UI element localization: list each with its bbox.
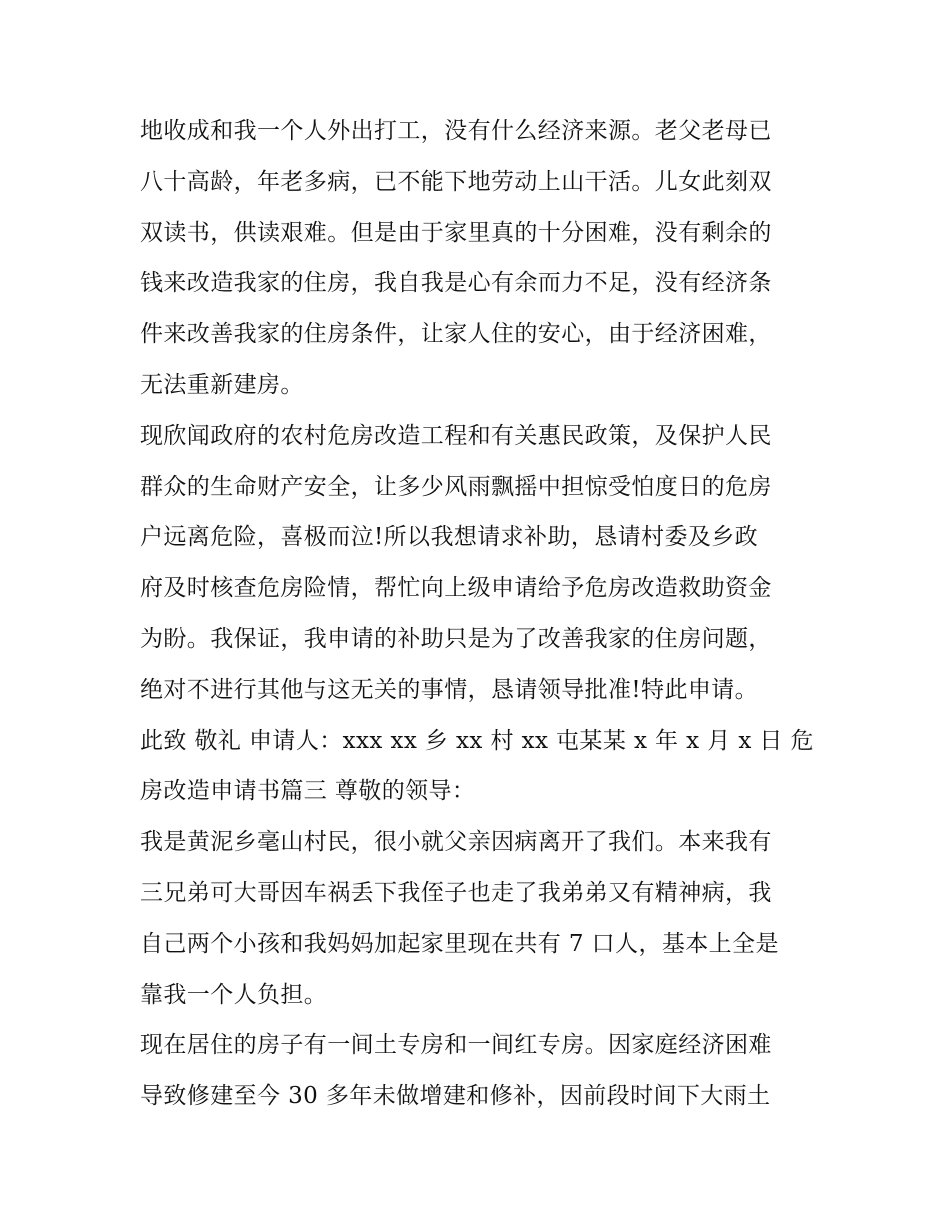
text-line: 无法重新建房。	[140, 371, 304, 398]
text-line: 府及时核查危房险情，帮忙向上级申请给予危房改造救助资金	[140, 575, 772, 602]
text-line: 现在居住的房子有一间土专房和一间红专房。因家庭经济困难	[140, 1032, 772, 1059]
text-line: 现欣闻政府的农村危房改造工程和有关惠民政策，及保护人民	[140, 422, 772, 449]
text-line: 三兄弟可大哥因车祸丢下我侄子也走了我弟弟又有精神病，我	[140, 879, 772, 906]
text-line: 件来改善我家的住房条件，让家人住的安心，由于经济困难，	[140, 321, 772, 348]
text-line: 为盼。我保证，我申请的补助只是为了改善我家的住房问题，	[140, 625, 772, 652]
document-body	[140, 106, 820, 1122]
text-line: 双读书，供读艰难。但是由于家里真的十分困难，没有剩余的	[140, 219, 772, 246]
text-line: 导致修建至今 30 多年未做增建和修补，因前段时间下大雨土	[140, 1083, 771, 1110]
text-line: 户远离危险，喜极而泣!所以我想请求补助，恳请村委及乡政	[140, 524, 759, 551]
text-line: 八十高龄，年老多病，已不能下地劳动上山干活。儿女此刻双	[140, 168, 772, 195]
text-line: 地收成和我一个人外出打工，没有什么经济来源。老父老母已	[140, 118, 772, 144]
text-line: 我是黄泥乡毫山村民，很小就父亲因病离开了我们。本来我有	[140, 829, 772, 856]
text-line: 此致 敬礼 申请人：xxx xx 乡 xx 村 xx 屯某某 x 年 x 月 x 日 危	[140, 727, 814, 754]
text-line: 钱来改造我家的住房，我自我是心有余而力不足，没有经济条	[140, 270, 772, 297]
text-line: 群众的生命财产安全，让多少风雨飘摇中担惊受怕度日的危房	[140, 473, 772, 500]
text-line: 房改造申请书篇三 尊敬的领导：	[140, 778, 476, 805]
text-line: 靠我一个人负担。	[140, 981, 328, 1008]
text-line: 自己两个小孩和我妈妈加起家里现在共有 7 口人，基本上全是	[140, 930, 779, 957]
text-line: 绝对不进行其他与这无关的事情，恳请领导批准!特此申请。	[140, 676, 759, 703]
